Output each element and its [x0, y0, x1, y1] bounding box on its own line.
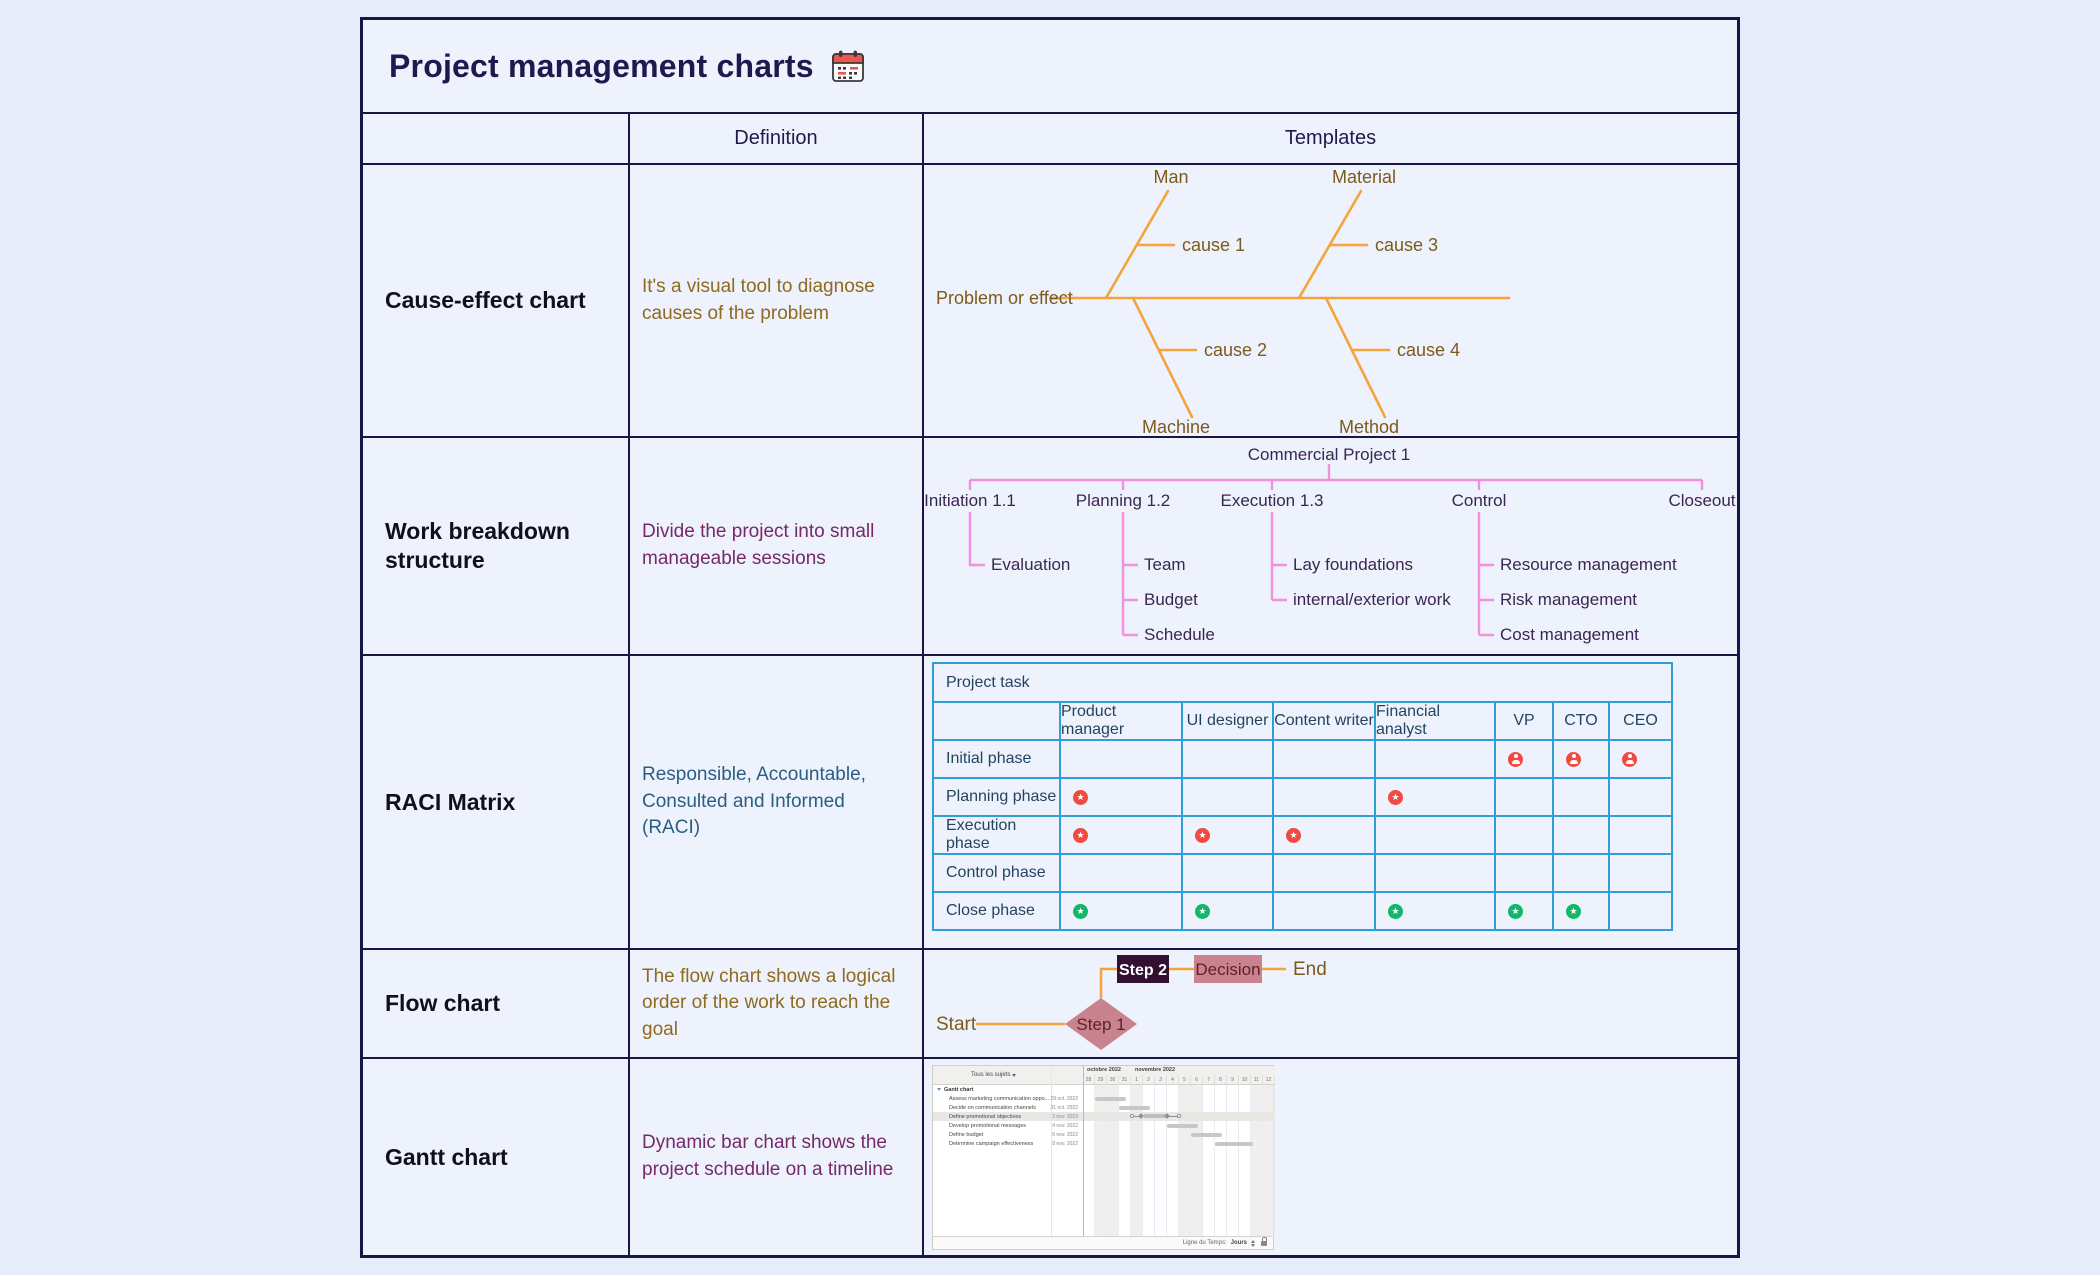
- raci-cell: [1061, 779, 1181, 815]
- raci-cell: [1274, 817, 1374, 853]
- raci-header: CEO: [1610, 703, 1671, 739]
- gantt-bar: [1191, 1133, 1222, 1137]
- row-definition: Responsible, Accountable, Consulted and Informed (RACI): [642, 764, 866, 839]
- raci-header: Content writer: [1274, 703, 1374, 739]
- chevron-down-icon: [1012, 1074, 1016, 1077]
- gantt-bar: [1095, 1097, 1126, 1101]
- raci-cell: [1554, 817, 1608, 853]
- flow-template: [924, 950, 1737, 1057]
- gantt-day-header: 28 29 30 31 1 2 3 4 5 6 7 8 9 10 11 12: [1083, 1075, 1275, 1085]
- wbs-sub: Risk management: [1500, 590, 1638, 609]
- collapse-triangle-icon: [937, 1088, 941, 1091]
- raci-cell: [1610, 817, 1671, 853]
- wbs-sub: Cost management: [1500, 625, 1639, 644]
- wbs-child-planning: Planning 1.2: [1075, 491, 1171, 510]
- fishbone-cause2: cause 2: [1204, 340, 1268, 360]
- row-definition: Divide the project into small manageable sessions: [642, 521, 875, 569]
- raci-cell: [1376, 817, 1494, 853]
- column-header-row: [363, 112, 1737, 163]
- flow-diagram: [924, 950, 1737, 1057]
- raci-cell: [1183, 741, 1272, 777]
- fishbone-label-machine: Machine: [1141, 417, 1211, 436]
- gantt-bar: [1215, 1142, 1253, 1146]
- page-title: Project management charts: [389, 47, 814, 84]
- raci-header: CTO: [1554, 703, 1608, 739]
- gantt-task-row: Decide on communication channels 31 oct. 2022: [949, 1104, 1078, 1111]
- gantt-day-grid: [1083, 1085, 1275, 1237]
- wbs-sub: Evaluation: [991, 555, 1071, 574]
- wbs-planning-branch: [1123, 512, 1138, 635]
- gantt-month: octobre 2022: [1087, 1067, 1121, 1073]
- raci-cell: [1274, 779, 1374, 815]
- row-label: Cause-effect chart: [363, 165, 630, 436]
- row-definition: Dynamic bar chart shows the project schedule on a timeline: [642, 1132, 894, 1180]
- raci-cell: [1274, 855, 1374, 891]
- wbs-top-connectors: [970, 464, 1702, 490]
- gantt-timeline-label: Ligne du Temps:: [1182, 1240, 1227, 1246]
- star-icon: [1388, 904, 1403, 919]
- fishbone-cause1: cause 1: [1182, 235, 1246, 255]
- raci-cell: [1496, 893, 1552, 929]
- wbs-diagram: [924, 438, 1737, 652]
- wbs-child-closeout: Closeout: [1668, 491, 1736, 510]
- row-gantt: [363, 1057, 1737, 1255]
- raci-row-label: Close phase: [934, 893, 1059, 929]
- wbs-sub: Resource management: [1500, 555, 1677, 574]
- header-cell-blank: [363, 114, 630, 163]
- star-icon: [1195, 828, 1210, 843]
- wbs-template: [924, 438, 1737, 654]
- wbs-sub: internal/exterior work: [1293, 590, 1451, 609]
- wbs-child-execution: Execution 1.3: [1220, 491, 1324, 510]
- flow-decision-label: Decision: [1195, 960, 1261, 979]
- calendar-icon: [830, 48, 866, 84]
- header-templates: Templates: [1284, 127, 1377, 149]
- star-icon: [1388, 790, 1403, 805]
- title-row: [363, 20, 1737, 112]
- raci-cell: [1554, 741, 1608, 777]
- raci-table: [932, 662, 1673, 931]
- lock-icon[interactable]: [1261, 1241, 1267, 1246]
- raci-row-label: Planning phase: [934, 779, 1059, 815]
- wbs-control-branch: [1479, 512, 1494, 635]
- gantt-task-row: Develop promotional messages 4 nov. 2022: [949, 1122, 1078, 1129]
- gantt-panel-divider: [1083, 1066, 1084, 1237]
- raci-cell: [1061, 855, 1181, 891]
- wbs-sub: Schedule: [1144, 625, 1215, 644]
- fishbone-problem-label: Problem or effect: [936, 288, 1073, 308]
- star-icon: [1195, 904, 1210, 919]
- person-icon: [1622, 752, 1637, 767]
- wbs-sub: Budget: [1144, 590, 1198, 609]
- raci-cell: [1061, 893, 1181, 929]
- star-icon: [1073, 828, 1088, 843]
- fishbone-label-method: Method: [1338, 417, 1400, 436]
- gantt-task-row: Define budget 6 nov. 2022: [949, 1131, 1078, 1138]
- raci-cell: [1376, 855, 1494, 891]
- raci-cell: [1496, 741, 1552, 777]
- raci-cell: [1376, 893, 1494, 929]
- gantt-group-label: Gantt chart: [944, 1086, 974, 1093]
- raci-cell: [1183, 855, 1272, 891]
- row-label: Work breakdown structure: [363, 438, 630, 654]
- fishbone-label-material: Material: [1331, 167, 1397, 187]
- raci-header: Financial analyst: [1376, 703, 1494, 739]
- raci-cell: [1496, 817, 1552, 853]
- row-label: Flow chart: [363, 950, 630, 1057]
- raci-cell: [1610, 741, 1671, 777]
- gantt-subjects-dropdown[interactable]: [971, 1072, 1016, 1078]
- raci-cell: [1496, 779, 1552, 815]
- raci-cell: [1061, 741, 1181, 777]
- row-flow-chart: [363, 948, 1737, 1057]
- raci-row-label: Execution phase: [934, 817, 1059, 853]
- raci-cell: [1554, 893, 1608, 929]
- raci-cell: [1183, 817, 1272, 853]
- row-definition: It's a visual tool to diagnose causes of the problem: [642, 275, 875, 324]
- row-wbs: [363, 436, 1737, 654]
- raci-cell: [1274, 741, 1374, 777]
- sort-arrows-icon[interactable]: [1251, 1240, 1255, 1247]
- row-label: RACI Matrix: [363, 656, 630, 948]
- fishbone-template: [924, 165, 1737, 436]
- flow-start-label: Start: [936, 1014, 977, 1035]
- wbs-initiation-branch: [970, 512, 985, 565]
- star-icon: [1286, 828, 1301, 843]
- flow-end-label: End: [1293, 959, 1327, 980]
- raci-cell: [1610, 893, 1671, 929]
- gantt-screenshot: [932, 1065, 1274, 1250]
- gantt-bar: [1119, 1106, 1150, 1110]
- fishbone-label-man: Man: [1153, 167, 1189, 187]
- header-definition: Definition: [630, 114, 924, 163]
- gantt-footer: [933, 1236, 1273, 1249]
- gantt-timeline-unit-select[interactable]: Jours: [1230, 1240, 1247, 1246]
- person-icon: [1566, 752, 1581, 767]
- gantt-link-dot: [1130, 1114, 1134, 1118]
- gantt-link-dot: [1177, 1114, 1181, 1118]
- person-icon: [1508, 752, 1523, 767]
- star-icon: [1073, 790, 1088, 805]
- raci-cell: [1376, 779, 1494, 815]
- raci-header: UI designer: [1183, 703, 1272, 739]
- gantt-subjects-label: Tous les sujets: [971, 1072, 1011, 1078]
- raci-row-label: Initial phase: [934, 741, 1059, 777]
- fishbone-right-bones: [1299, 191, 1389, 417]
- gantt-task-row: Assess marketing communication oppo... 29 oct. 2022: [949, 1095, 1078, 1102]
- gantt-bar-selected[interactable]: [1143, 1114, 1166, 1118]
- chart-table: [360, 17, 1740, 1258]
- raci-row-label: Control phase: [934, 855, 1059, 891]
- gantt-task-row: Define promotional objectives 2 nov. 2022: [949, 1113, 1078, 1120]
- star-icon: [1073, 904, 1088, 919]
- gantt-bar: [1167, 1124, 1198, 1128]
- wbs-root: Commercial Project 1: [1247, 445, 1411, 464]
- raci-header: VP: [1496, 703, 1552, 739]
- raci-cell: [1376, 741, 1494, 777]
- fishbone-left-bones: [1106, 191, 1196, 417]
- flow-step2-label: Step 2: [1118, 962, 1168, 979]
- raci-cell: [1610, 855, 1671, 891]
- raci-corner: Project task: [934, 664, 1671, 701]
- row-definition: The flow chart shows a logical order of the work to reach the goal: [642, 965, 896, 1040]
- fishbone-cause4: cause 4: [1397, 340, 1461, 360]
- fishbone-cause3: cause 3: [1375, 235, 1439, 255]
- raci-header: Product manager: [1061, 703, 1181, 739]
- raci-cell: [1183, 779, 1272, 815]
- gantt-month: novembre 2022: [1135, 1067, 1176, 1073]
- raci-cell: [1554, 779, 1608, 815]
- gantt-group-row[interactable]: [933, 1085, 1083, 1094]
- wbs-sub: Lay foundations: [1293, 555, 1414, 574]
- gantt-template: [924, 1059, 1737, 1255]
- raci-cell: [1610, 779, 1671, 815]
- flow-step1-label: Step 1: [1076, 1015, 1126, 1034]
- row-cause-effect: [363, 163, 1737, 436]
- raci-cell: [1183, 893, 1272, 929]
- raci-cell: [1274, 893, 1374, 929]
- wbs-child-control: Control: [1451, 491, 1507, 510]
- raci-cell: [1061, 817, 1181, 853]
- raci-template: [924, 656, 1737, 948]
- raci-cell: [1496, 855, 1552, 891]
- star-icon: [1508, 904, 1523, 919]
- gantt-task-row: Determine campaign effectiveness 8 nov. 2022: [949, 1140, 1078, 1147]
- wbs-execution-branch: [1272, 512, 1287, 600]
- wbs-child-initiation: Initiation 1.1: [924, 491, 1016, 510]
- fishbone-diagram: [924, 165, 1737, 436]
- raci-cell: [1554, 855, 1608, 891]
- star-icon: [1566, 904, 1581, 919]
- raci-header-blank: [934, 703, 1059, 739]
- wbs-sub: Team: [1144, 555, 1186, 574]
- row-label: Gantt chart: [363, 1059, 630, 1255]
- row-raci: [363, 654, 1737, 948]
- gantt-month-band: [1083, 1066, 1275, 1075]
